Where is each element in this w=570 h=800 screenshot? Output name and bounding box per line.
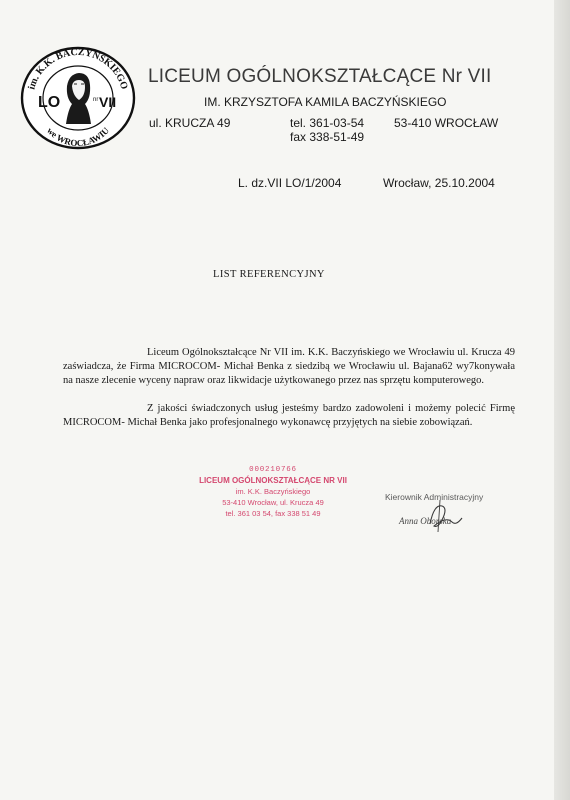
address-fax: fax 338-51-49 <box>290 130 365 144</box>
letter-paragraph-2: Z jakości świadczonych usług jesteśmy bardzo zadowoleni i możemy polecić Firmę MICROCOM- Michał Benka jako profesjonalnego wykonawcę przyjętych na siebie zobowiązań. <box>63 402 515 428</box>
reference-number: L. dz.VII LO/1/2004 <box>238 176 342 190</box>
stamp-phones: tel. 361 03 54, fax 338 51 49 <box>225 509 321 518</box>
signatory-role: Kierownik Administracyjny <box>385 492 484 502</box>
address-street: ul. KRUCZA 49 <box>149 116 231 130</box>
address-tel: tel. 361-03-54 <box>290 116 365 130</box>
school-logo-seal <box>16 40 140 152</box>
school-patron: IM. KRZYSZTOFA KAMILA BACZYŃSKIEGO <box>204 95 447 109</box>
stamp-school-name: LICEUM OGÓLNOKSZTAŁCĄCE NR VII <box>199 476 347 485</box>
signatory-name: Anna Oborska <box>399 516 452 526</box>
place-date: Wrocław, 25.10.2004 <box>383 176 495 190</box>
logo-mark-right: VII <box>99 94 117 110</box>
stamp-patron: im. K.K. Baczyńskiego <box>235 487 311 496</box>
handwritten-signature <box>412 496 482 536</box>
school-name: LICEUM OGÓLNOKSZTAŁCĄCE Nr VII <box>148 66 492 87</box>
logo-ring-text-top: im. K.K. BACZYŃSKIEGO <box>26 46 130 91</box>
logo-ring-text-bottom: we WROCŁAWIU <box>45 125 111 149</box>
logo-mark-left: LO <box>38 94 61 111</box>
page-edge <box>554 0 570 800</box>
address-city: 53-410 WROCŁAW <box>394 116 499 130</box>
letter-paragraph-1: Liceum Ogólnokształcące Nr VII im. K.K. Baczyńskiego we Wrocławiu ul. Krucza 49 zaświadcza, że Firma MICROCOM- Michał Benka z siedzibą we Wrocławiu ul. Bajana62 wy7konywała na nasze zlecenie wyceny napraw oraz likwidacje użytkowanego przez nas sprzętu komputerowego. <box>63 346 515 386</box>
logo-mark-small: nr <box>93 97 99 103</box>
stamp-address: 53-410 Wrocław, ul. Krucza 49 <box>222 498 324 507</box>
stamp-number: 000210766 <box>249 466 297 474</box>
letter-title: LIST REFERENCYJNY <box>213 269 325 280</box>
school-stamp <box>198 465 348 519</box>
